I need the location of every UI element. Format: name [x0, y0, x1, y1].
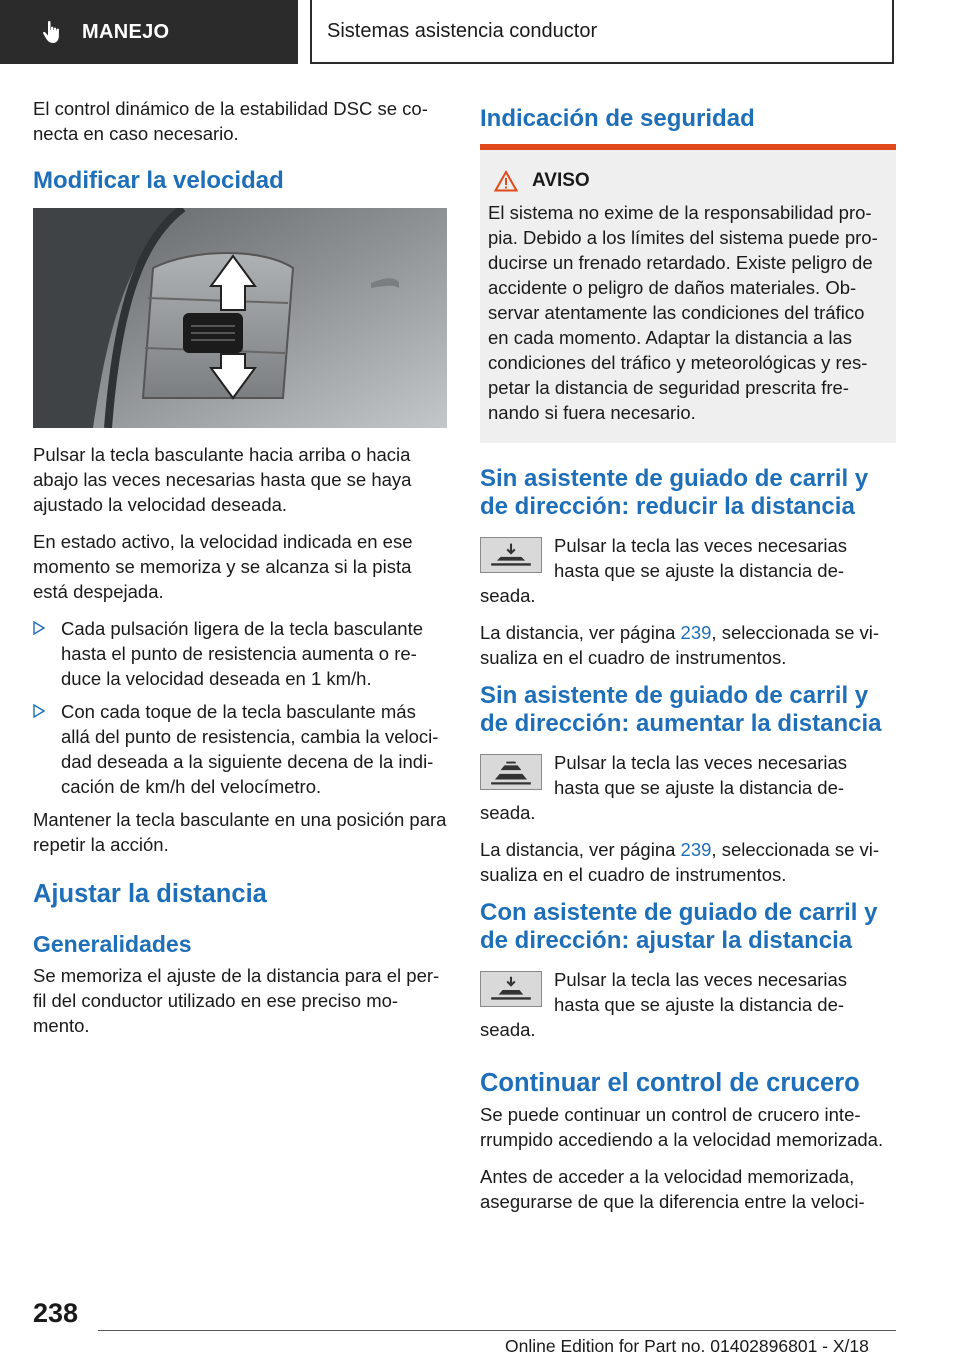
paragraph-continue-2: Antes de acceder a la velocidad memorizada, asegurarse de que la diferencia entre la veloci- [480, 1166, 865, 1212]
paragraph-press-rocker: Pulsar la tecla basculante hacia arriba o hacia abajo las veces necesarias hasta que se haya ajustado la velocidad deseada. [33, 444, 412, 515]
triangle-bullet-icon [33, 621, 45, 635]
distance-decrease-button-icon [480, 537, 542, 573]
reduce-instruction: Pulsar la tecla las veces necesarias hasta que se ajuste la distancia de-seada. [480, 535, 848, 606]
heading-general: Generalidades [33, 931, 192, 957]
warning-title: AVISO [532, 170, 590, 191]
steering-wheel-rocker-image [33, 208, 447, 428]
left-column [33, 96, 447, 1050]
heading-with-assistant: Con asistente de guiado de carril y de dirección: ajustar la distancia [480, 899, 878, 954]
paragraph-hold-rocker: Mantener la tecla basculante en una posición para repetir la acción. [33, 809, 447, 855]
heading-adjust-distance: Ajustar la distancia [33, 880, 267, 908]
page-link[interactable]: 239 [680, 839, 712, 860]
heading-reduce-distance: Sin asistente de guiado de carril y de dirección: reducir la distancia [480, 465, 869, 520]
increase-instruction: Pulsar la tecla las veces necesarias hasta que se ajuste la distancia de-seada. [480, 752, 848, 823]
with-assistant-instruction: Pulsar la tecla las veces necesarias hasta que se ajuste la distancia de-seada. [480, 969, 848, 1040]
distance-increase-button-icon [480, 754, 542, 790]
bullet-list [33, 616, 447, 799]
paragraph-continue-1: Se puede continuar un control de crucero inte-rrumpido accediendo a la velocidad memorizada. [480, 1104, 884, 1150]
heading-safety: Indicación de seguridad [480, 105, 755, 132]
section-tab [0, 0, 298, 64]
page-link[interactable]: 239 [680, 622, 712, 643]
reference-paragraph: La distancia, ver página 239, seleccionada se vi-sualiza en el cuadro de instrumentos. [480, 622, 880, 668]
warning-text: El sistema no exime de la responsabilidad pro-pia. Debido a los límites del sistema puede pro-ducirse un frenado retardado. Existe peligro de accidente o peligro de daños materiales. Ob-servar atentamente las condiciones del tráfico en cada momento. Adaptar la distancia a las condiciones del tráfico y meteorológicas y res-petar la distancia de seguridad prescrita fre-nando si fuera necesario. [488, 202, 878, 423]
list-item: Con cada toque de la tecla basculante más allá del punto de resistencia, cambia la veloci-dad deseada a la siguiente decena de la indi-cación de km/h del velocímetro. [33, 699, 447, 799]
footer-divider [98, 1330, 896, 1331]
chapter-tab [310, 0, 894, 64]
intro-paragraph: El control dinámico de la estabilidad DSC se co-necta en caso necesario. [33, 98, 428, 144]
section-title: MANEJO [82, 20, 170, 43]
chapter-title: Sistemas asistencia conductor [327, 19, 598, 42]
hand-pointer-icon [40, 19, 66, 45]
heading-modify-speed: Modificar la velocidad [33, 167, 284, 194]
paragraph-active-state: En estado activo, la velocidad indicada en ese momento se memoriza y se alcanza si la pista está despejada. [33, 531, 413, 602]
heading-increase-distance: Sin asistente de guiado de carril y de dirección: aumentar la distancia [480, 682, 882, 737]
footer-edition: Online Edition for Part no. 01402896801 - X/18 [505, 1336, 869, 1356]
warning-box [480, 150, 896, 443]
warning-header [488, 170, 888, 192]
right-column [480, 104, 896, 1226]
paragraph-memorized-distance: Se memoriza el ajuste de la distancia para el per-fil del conductor utilizado en ese preciso mo-mento. [33, 965, 440, 1036]
triangle-bullet-icon [33, 704, 45, 718]
page-number: 238 [33, 1298, 79, 1328]
reference-paragraph: La distancia, ver página 239, seleccionada se vi-sualiza en el cuadro de instrumentos. [480, 839, 880, 885]
distance-adjust-button-icon [480, 971, 542, 1007]
heading-continue-cruise: Continuar el control de crucero [480, 1069, 860, 1097]
warning-triangle-icon [494, 170, 518, 192]
list-item: Cada pulsación ligera de la tecla basculante hasta el punto de resistencia aumenta o re-duce la velocidad deseada en 1 km/h. [33, 616, 447, 691]
